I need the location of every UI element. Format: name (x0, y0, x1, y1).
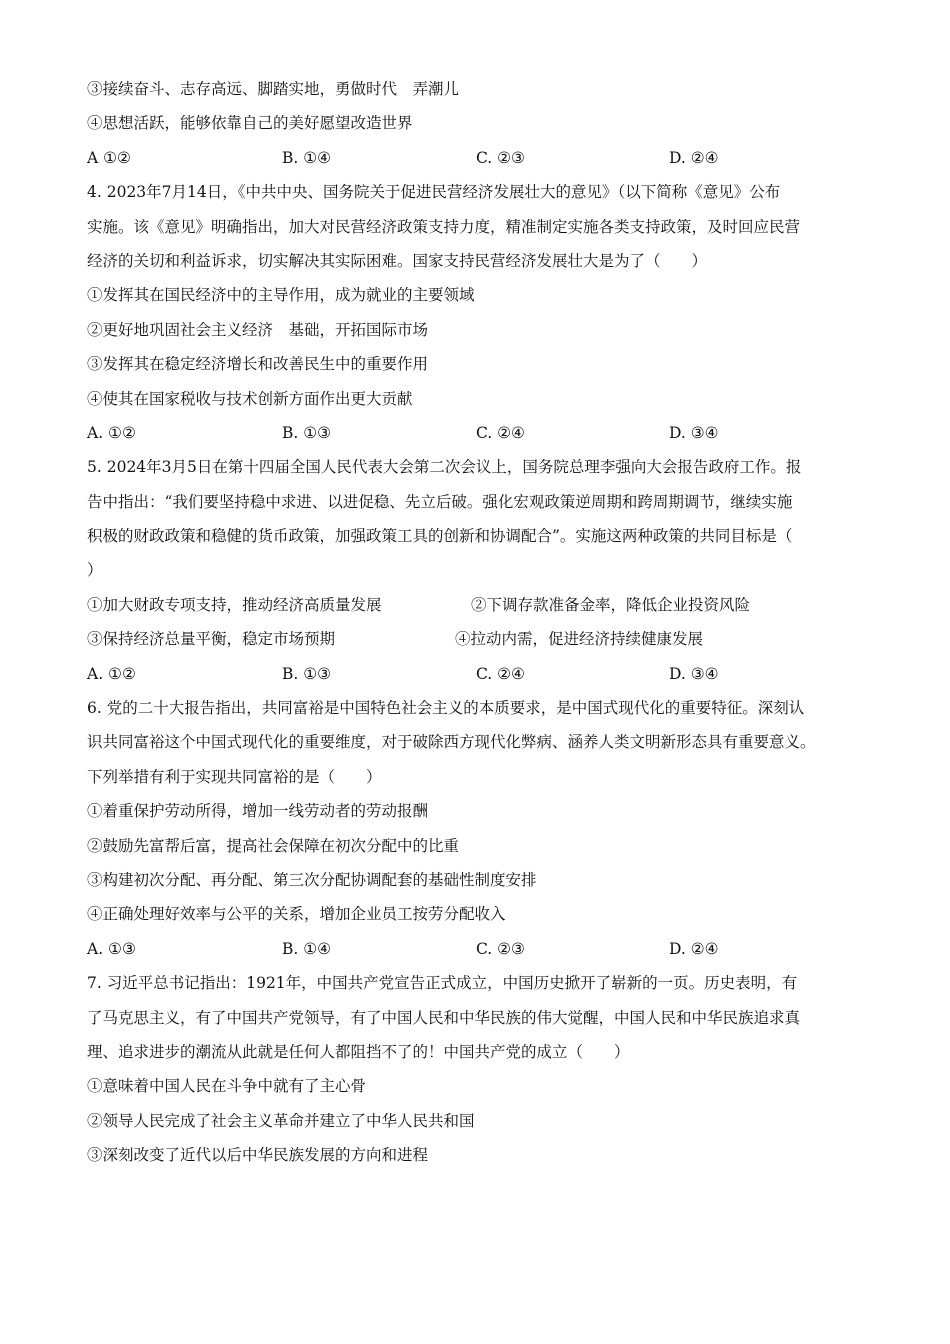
statement-row (87, 588, 877, 622)
option-b[interactable]: B. ①③ (282, 664, 332, 683)
statement-2: ②鼓励先富帮后富，提高社会保障在初次分配中的比重 (87, 836, 460, 855)
option-b[interactable]: B. ①④ (282, 148, 332, 167)
option-d[interactable]: D. ②④ (669, 148, 719, 167)
option-a[interactable]: A. ①② (87, 664, 136, 683)
statement-4: ④正确处理好效率与公平的关系，增加企业员工按劳分配收入 (87, 905, 506, 924)
exam-page (87, 72, 877, 1173)
option-b[interactable]: B. ①④ (282, 939, 332, 958)
option-d[interactable]: D. ③④ (669, 664, 719, 683)
question-stem-line: 下列举措有利于实现共同富裕的是（ ） (87, 767, 382, 786)
question-stem-line: 识共同富裕这个中国式现代化的重要维度，对于破除西方现代化弊病、涵养人类文明新形态具有重要意义。 (87, 733, 816, 752)
statement-row (87, 622, 877, 656)
option-a[interactable]: A. ①② (87, 423, 136, 442)
statement-3: ③发挥其在稳定经济增长和改善民生中的重要作用 (87, 355, 429, 374)
question-stem-line: 7. 习近平总书记指出：1921年，中国共产党宣告正式成立，中国历史掀开了崭新的一页。历史表明，有 (87, 974, 798, 993)
statement-3: ③深刻改变了近代以后中华民族发展的方向和进程 (87, 1146, 429, 1165)
option-c[interactable]: C. ②④ (476, 664, 525, 683)
answer-options (87, 657, 877, 691)
question-stem-line: 积极的财政政策和稳健的货币政策，加强政策工具的创新和协调配合”。实施这两种政策的共同目标是（ (87, 527, 793, 546)
question-6 (87, 691, 877, 966)
statement-4: ④使其在国家税收与技术创新方面作出更大贡献 (87, 389, 413, 408)
question-7 (87, 966, 877, 1172)
statement-1: ①加大财政专项支持，推动经济高质量发展 (87, 595, 382, 614)
option-c[interactable]: C. ②③ (476, 939, 525, 958)
question-3-tail (87, 72, 877, 175)
statement-1: ①意味着中国人民在斗争中就有了主心骨 (87, 1077, 367, 1096)
question-stem-line: 4. 2023年7月14日，《中共中央、国务院关于促进民营经济发展壮大的意见》（以下简称《意见》公布 (87, 183, 781, 202)
statement-4: ④思想活跃，能够依靠自己的美好愿望改造世界 (87, 114, 413, 133)
statement-3: ③保持经济总量平衡，稳定市场预期 (87, 630, 336, 649)
question-stem-line: 了马克思主义，有了中国共产党领导，有了中国人民和中华民族的伟大觉醒，中国人民和中华民族追求真 (87, 1008, 801, 1027)
option-d[interactable]: D. ③④ (669, 423, 719, 442)
statement-2: ②领导人民完成了社会主义革命并建立了中华人民共和国 (87, 1111, 475, 1130)
statement-2: ②下调存款准备金率，降低企业投资风险 (471, 595, 751, 614)
option-c[interactable]: C. ②④ (476, 423, 525, 442)
option-c[interactable]: C. ②③ (476, 148, 525, 167)
option-a[interactable]: A ①② (87, 148, 131, 167)
question-stem-line: ） (87, 561, 103, 580)
option-b[interactable]: B. ①③ (282, 423, 332, 442)
statement-1: ①发挥其在国民经济中的主导作用，成为就业的主要领域 (87, 286, 475, 305)
statement-3: ③接续奋斗、志存高远、脚踏实地，勇做时代 弄潮儿 (87, 80, 460, 98)
statement-1: ①着重保护劳动所得，增加一线劳动者的劳动报酬 (87, 802, 429, 821)
question-stem-line: 实施。该《意见》明确指出，加大对民营经济政策支持力度，精准制定实施各类支持政策，及时回应民营 (87, 217, 801, 236)
answer-options (87, 416, 877, 450)
question-stem-line: 告中指出：“我们要坚持稳中求进、以进促稳、先立后破。强化宏观政策逆周期和跨周期调节，继续实施 (87, 492, 793, 511)
option-d[interactable]: D. ②④ (669, 939, 719, 958)
question-stem-line: 经济的关切和利益诉求，切实解决其实际困难。国家支持民营经济发展壮大是为了（ ） (87, 251, 708, 270)
option-a[interactable]: A. ①③ (87, 939, 136, 958)
answer-options (87, 141, 877, 175)
answer-options (87, 932, 877, 966)
question-stem-line: 5. 2024年3月5日在第十四届全国人民代表大会第二次会议上，国务院总理李强向大会报告政府工作。报 (87, 458, 802, 477)
question-stem-line: 6. 党的二十大报告指出，共同富裕是中国特色社会主义的本质要求，是中国式现代化的重要特征。深刻认 (87, 699, 805, 718)
statement-2: ②更好地巩固社会主义经济 基础，开拓国际市场 (87, 320, 429, 339)
question-stem-line: 理、追求进步的潮流从此就是任何人都阻挡不了的！中国共产党的成立（ ） (87, 1042, 630, 1061)
question-4 (87, 175, 877, 450)
question-5 (87, 450, 877, 691)
statement-4: ④拉动内需，促进经济持续健康发展 (455, 630, 704, 649)
statement-3: ③构建初次分配、再分配、第三次分配协调配套的基础性制度安排 (87, 870, 537, 889)
